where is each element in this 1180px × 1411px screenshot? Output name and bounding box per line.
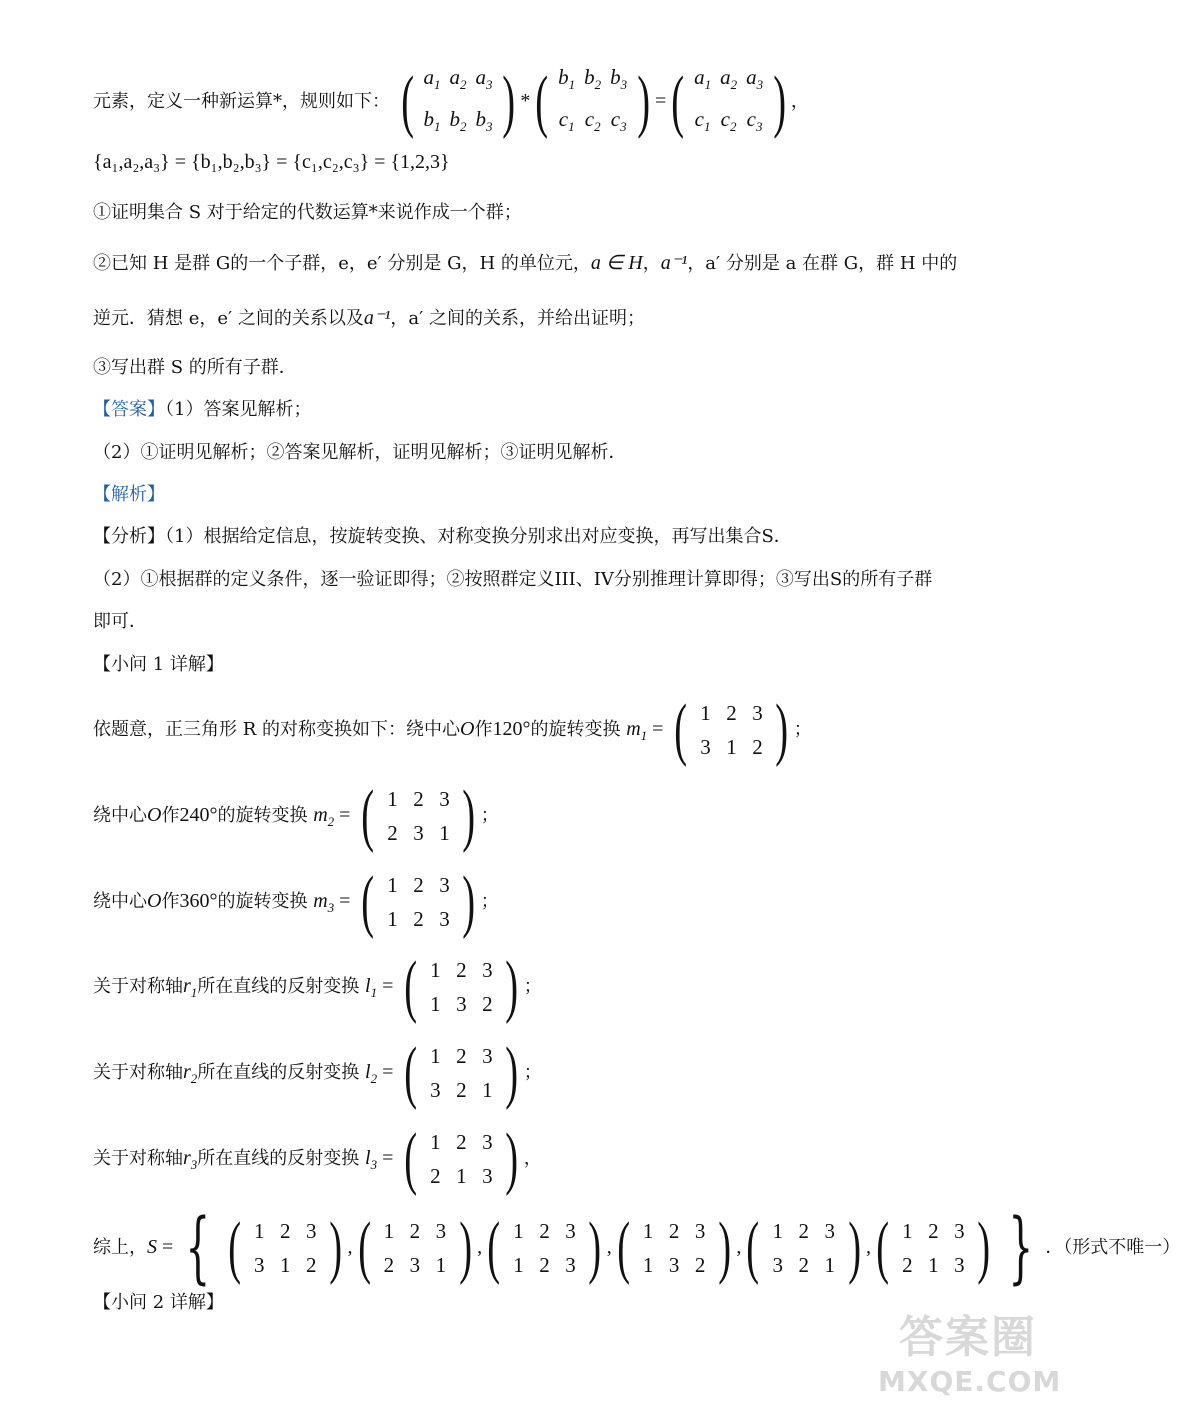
perm-entry: 3 <box>456 992 467 1016</box>
perm-s6: ( 1 2 3 2 1 3 ) <box>876 1209 991 1286</box>
question-2a: ②已知 H 是群 G的一个子群，e，e′ 分别是 G，H 的单位元，a ∈ H，a⁻¹，a′ 分别是 a 在群 G，群 H 中的 <box>93 252 958 274</box>
perm-entry: 1 <box>430 958 441 982</box>
summary-set: 综上，S = { ( 1 2 3 3 1 2 ) , ( 1 2 3 2 3 1 ) , ( 1 2 3 1 2 3 ) , ( 1 2 3 1 3 2 ) , ( 1 2 3 3 2 1 ) , ( 1 2 3 2 1 3 ) } ．（形式不唯一） <box>93 1203 1180 1293</box>
perm-entry: 3 <box>413 821 424 845</box>
reflection-l3: 关于对称轴$r_3$所在直线的反射变换 $l_3$ = ( 1 2 3 2 1 3 ) ， <box>93 1120 542 1197</box>
perm-entry: 1 <box>387 907 398 931</box>
perm-entry: 2 <box>456 1044 467 1068</box>
perm-entry: 3 <box>954 1253 965 1277</box>
perm-entry: 2 <box>387 821 398 845</box>
perm-entry: 2 <box>726 701 737 725</box>
perm-entry: 2 <box>798 1253 809 1277</box>
perm-entry: 1 <box>642 1253 654 1277</box>
perm-entry: 1 <box>928 1253 939 1277</box>
perm-entry: 3 <box>439 873 450 897</box>
perm-entry: 2 <box>413 787 424 811</box>
definition-text: 元素，定义一种新运算*，规则如下： <box>93 91 390 113</box>
perm-m2: ( 1 2 3 2 3 1 ) <box>361 777 476 854</box>
perm-entry: 1 <box>435 1253 447 1277</box>
perm-entry: 3 <box>565 1219 576 1243</box>
perm-entry: 2 <box>798 1219 809 1243</box>
perm-entry: 3 <box>435 1219 447 1243</box>
rotation-m2: 绕中心O作240°的旋转变换 $m_2$ = ( 1 2 3 2 3 1 ) ； <box>93 777 499 854</box>
perm-entry: 1 <box>456 1164 467 1188</box>
perm-entry: 1 <box>726 735 737 759</box>
perm-entry: 2 <box>482 992 493 1016</box>
answer-2: （2）①证明见解析；②答案见解析，证明见解析；③证明见解析． <box>93 442 627 463</box>
matrix-ac: ( $a_1$ $a_2$ $a_3$ $c_1$ $c_2$ $c_3$ ) <box>671 63 786 141</box>
perm-entry: 2 <box>413 873 424 897</box>
perm-entry: 3 <box>253 1253 265 1277</box>
perm-entry: 2 <box>456 958 467 982</box>
perm-entry: 3 <box>700 735 711 759</box>
perm-entry: 1 <box>902 1219 913 1243</box>
perm-entry: 3 <box>439 787 450 811</box>
perm-entry: 1 <box>513 1219 524 1243</box>
perm-entry: 3 <box>824 1219 835 1243</box>
perm-m1: ( 1 2 3 3 1 2 ) <box>674 691 789 768</box>
analysis-1: 【分析】（1）根据给定信息，按旋转变换、对称变换分别求出对应变换，再写出集合S． <box>93 526 792 547</box>
perm-l1: ( 1 2 3 1 3 2 ) <box>404 948 519 1025</box>
matrix-ab: ( $a_1$ $a_2$ $a_3$ $b_1$ $b_2$ $b_3$ ) <box>400 63 516 141</box>
perm-entry: 2 <box>430 1164 441 1188</box>
question-3: ③写出群 S 的所有子群． <box>93 357 297 378</box>
perm-entry: 1 <box>430 992 441 1016</box>
perm-entry: 1 <box>439 821 450 845</box>
perm-entry: 1 <box>513 1253 524 1277</box>
rotation-m3: 绕中心O作360°的旋转变换 $m_3$ = ( 1 2 3 1 2 3 ) ； <box>93 863 499 940</box>
perm-entry: 2 <box>413 907 424 931</box>
perm-entry: 3 <box>482 958 493 982</box>
perm-entry: 2 <box>409 1219 421 1243</box>
perm-entry: 3 <box>752 701 763 725</box>
answer-tag: 【答案】 <box>93 399 165 420</box>
analysis-2: （2）①根据群的定义条件，逐一验证即得；②按照群定义III、IV分别推理计算即得；③写出S的所有子群 <box>93 569 933 590</box>
perm-entry: 2 <box>752 735 763 759</box>
perm-entry: 3 <box>772 1253 783 1277</box>
definition-line: 元素，定义一种新运算*，规则如下： ( $a_1$ $a_2$ $a_3$ $b_1$ $b_2$ $b_3$ ) * ( $b_1$ $b_2$ $b_3$ $c_1$ $c_2$ $c_3$ ) = ( $a_1$ $a_2$ $a_3$ $c_1$ $c_2$ $c_3$ ) ， <box>93 62 809 142</box>
perm-s4: ( 1 2 3 1 3 2 ) <box>617 1209 732 1286</box>
perm-entry: 2 <box>305 1253 317 1277</box>
perm-entry: 3 <box>409 1253 421 1277</box>
rotation-m1: 依题意，正三角形 R 的对称变换如下：绕中心O作120°的旋转变换 $m_1$ = ( 1 2 3 3 1 2 ) ； <box>93 691 812 768</box>
perm-entry: 1 <box>253 1219 265 1243</box>
perm-s2: ( 1 2 3 2 3 1 ) <box>357 1209 472 1286</box>
question-2b: 逆元．猜想 e，e′ 之间的关系以及a⁻¹，a′ 之间的关系，并给出证明； <box>93 307 645 329</box>
perm-entry: 2 <box>383 1253 395 1277</box>
perm-s3: ( 1 2 3 1 2 3 ) <box>487 1209 602 1286</box>
perm-entry: 1 <box>387 873 398 897</box>
analysis-3: 即可． <box>93 611 147 632</box>
set-equality: {a₁,a₂,a₃} = {b₁,b₂,b₃} = {c₁,c₂,c₃} = {1,2,3} <box>93 151 450 173</box>
answer-1: 【答案】（1）答案见解析； <box>93 399 312 420</box>
perm-l3: ( 1 2 3 2 1 3 ) <box>404 1120 519 1197</box>
perm-l2: ( 1 2 3 3 2 1 ) <box>404 1034 519 1111</box>
subquestion-2-heading: 【小问 2 详解】 <box>93 1292 224 1313</box>
watermark-logo: 答案圈 MXQE.COM <box>878 1312 1062 1398</box>
perm-entry: 3 <box>954 1219 965 1243</box>
perm-entry: 3 <box>668 1253 680 1277</box>
reflection-l2: 关于对称轴$r_2$所在直线的反射变换 $l_2$ = ( 1 2 3 3 2 1 ) ； <box>93 1034 542 1111</box>
perm-entry: 1 <box>482 1078 493 1102</box>
perm-entry: 1 <box>772 1219 783 1243</box>
matrix-bc: ( $b_1$ $b_2$ $b_3$ $c_1$ $c_2$ $c_3$ ) <box>535 63 650 141</box>
reflection-l1: 关于对称轴$r_1$所在直线的反射变换 $l_1$ = ( 1 2 3 1 3 2 ) ； <box>93 948 542 1025</box>
perm-entry: 1 <box>279 1253 291 1277</box>
perm-entry: 2 <box>539 1219 550 1243</box>
perm-entry: 1 <box>642 1219 654 1243</box>
perm-entry: 1 <box>700 701 711 725</box>
perm-entry: 2 <box>456 1130 467 1154</box>
perm-entry: 1 <box>387 787 398 811</box>
perm-s1: ( 1 2 3 3 1 2 ) <box>228 1209 343 1286</box>
perm-entry: 2 <box>456 1078 467 1102</box>
perm-entry: 3 <box>482 1164 493 1188</box>
perm-m3: ( 1 2 3 1 2 3 ) <box>361 863 476 940</box>
perm-entry: 2 <box>279 1219 291 1243</box>
perm-entry: 3 <box>305 1219 317 1243</box>
perm-entry: 2 <box>668 1219 680 1243</box>
perm-entry: 1 <box>430 1130 441 1154</box>
perm-entry: 1 <box>430 1044 441 1068</box>
perm-entry: 3 <box>565 1253 576 1277</box>
perm-entry: 2 <box>902 1253 913 1277</box>
perm-entry: 3 <box>694 1219 706 1243</box>
perm-entry: 1 <box>383 1219 395 1243</box>
perm-entry: 1 <box>824 1253 835 1277</box>
question-1: ①证明集合 S 对于给定的代数运算*来说作成一个群； <box>93 202 522 223</box>
subquestion-1-heading: 【小问 1 详解】 <box>93 654 224 675</box>
perm-s5: ( 1 2 3 3 2 1 ) <box>746 1209 861 1286</box>
analysis-tag: 【解析】 <box>93 484 165 505</box>
perm-entry: 2 <box>539 1253 550 1277</box>
perm-entry: 2 <box>694 1253 706 1277</box>
perm-entry: 3 <box>482 1130 493 1154</box>
perm-entry: 3 <box>439 907 450 931</box>
perm-entry: 3 <box>482 1044 493 1068</box>
perm-entry: 3 <box>430 1078 441 1102</box>
perm-entry: 2 <box>928 1219 939 1243</box>
